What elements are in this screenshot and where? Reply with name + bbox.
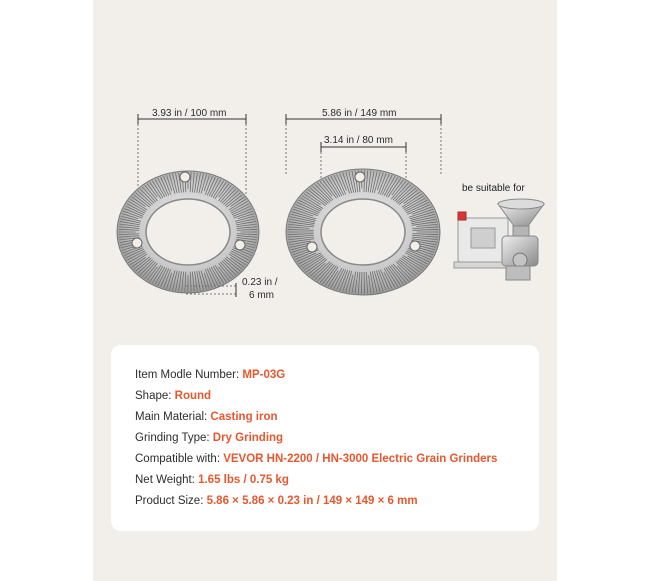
spec-row-material — [135, 411, 278, 423]
thickness-label-line1: 0.23 in / — [242, 277, 278, 288]
right-ring-inner-diameter-label: 3.14 in / 80 mm — [324, 135, 393, 146]
spec-value: VEVOR HN-2200 / HN-3000 Electric Grain Grinders — [223, 453, 498, 465]
spec-value: Dry Grinding — [212, 432, 284, 444]
spec-value: Round — [174, 390, 212, 402]
left-grinding-disc — [117, 171, 259, 293]
spec-row-model — [135, 369, 285, 381]
spec-value: Casting iron — [210, 411, 278, 423]
spec-label: Main Material: — [135, 411, 211, 423]
right-ring-outer-diameter-label: 5.86 in / 149 mm — [322, 108, 397, 119]
spec-label: Item Modle Number: — [135, 369, 243, 381]
spec-label: Grinding Type: — [135, 432, 213, 444]
spec-value: 1.65 lbs / 0.75 kg — [198, 474, 289, 486]
grain-grinder-machine-image — [454, 199, 544, 280]
spec-label: Product Size: — [135, 495, 207, 507]
spec-label: Shape: — [135, 390, 175, 402]
spec-card — [111, 345, 539, 531]
spec-label: Net Weight: — [135, 474, 199, 486]
spec-value: MP-03G — [242, 369, 286, 381]
suitable-for-label: be suitable for — [462, 183, 525, 194]
spec-value: 5.86 × 5.86 × 0.23 in / 149 × 149 × 6 mm — [206, 495, 418, 507]
right-grinding-disc — [286, 169, 440, 295]
spec-row-compatible — [135, 453, 497, 465]
spec-row-grinding-type — [135, 432, 283, 444]
spec-label: Compatible with: — [135, 453, 224, 465]
spec-row-size — [135, 495, 418, 507]
left-ring-diameter-label: 3.93 in / 100 mm — [152, 108, 227, 119]
spec-row-shape — [135, 390, 211, 402]
spec-row-weight — [135, 474, 289, 486]
thickness-label-line2: 6 mm — [249, 290, 274, 301]
